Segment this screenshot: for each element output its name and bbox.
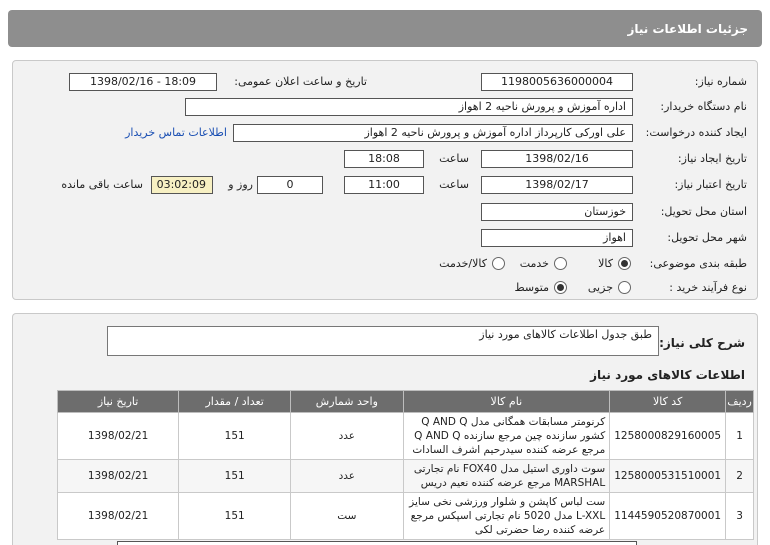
city-label: شهر محل تحویل: — [667, 231, 747, 244]
valid-time-field: 11:00 — [344, 176, 424, 194]
row-unit: ست — [291, 493, 403, 540]
row-name: ست لباس کاپشن و شلوار ورزشی نخی سایز L-XXL مدل 5020 نام تجارتی اسپکس مرجع عرضه کننده رضا حضرتی لکی — [403, 493, 610, 540]
row-date: 1398/02/21 — [58, 493, 179, 540]
row-unit: عدد — [291, 460, 403, 493]
row-code: 1144590520870001 — [610, 493, 726, 540]
row-unit: عدد — [291, 413, 403, 460]
table-row[interactable] — [58, 413, 754, 460]
goods-table — [57, 390, 754, 540]
created-time-field: 18:08 — [344, 150, 424, 168]
city-field: اهواز — [481, 229, 633, 247]
col-unit: واحد شمارش — [291, 391, 403, 413]
remaining-time-field: 03:02:09 — [151, 176, 213, 194]
col-date: تاریخ نیاز — [58, 391, 179, 413]
row-qty: 151 — [179, 460, 291, 493]
need-number-label: شماره نیاز: — [694, 75, 747, 88]
valid-time-label: ساعت — [439, 178, 469, 191]
goods-panel — [12, 313, 758, 545]
category-option-goods: کالا — [598, 257, 613, 270]
category-option-service: خدمت — [519, 257, 549, 270]
description-field: طبق جدول اطلاعات کالاهای مورد نیاز — [107, 326, 659, 356]
need-info-panel — [12, 60, 758, 300]
category-option-goods-service: کالا/خدمت — [439, 257, 487, 270]
row-name: سوت داوری استیل مدل FOX40 نام تجارتی MARSHAL مرجع عرضه کننده نعیم دریس — [403, 460, 610, 493]
announce-field: 1398/02/16 - 18:09 — [69, 73, 217, 91]
need-number-field: 1198005636000004 — [481, 73, 633, 91]
row-date: 1398/02/21 — [58, 460, 179, 493]
buyer-contact-link[interactable]: اطلاعات تماس خریدار — [125, 126, 227, 139]
province-label: استان محل تحویل: — [660, 205, 747, 218]
created-date-label: تاریخ ایجاد نیاز: — [677, 152, 747, 165]
buyer-field: اداره آموزش و پرورش ناحیه 2 اهواز — [185, 98, 633, 116]
category-label: طبقه بندی موضوعی: — [649, 257, 747, 270]
creator-field: علی اورکی کارپرداز اداره آموزش و پرورش ناحیه 2 اهواز — [233, 124, 633, 142]
province-field: خوزستان — [481, 203, 633, 221]
process-label: نوع فرآیند خرید : — [669, 281, 747, 294]
creator-label: ایجاد کننده درخواست: — [645, 126, 747, 139]
category-radio-service[interactable] — [554, 257, 567, 270]
buyer-label: نام دستگاه خریدار: — [660, 100, 747, 113]
table-row[interactable] — [58, 460, 754, 493]
category-radio-goods-service[interactable] — [492, 257, 505, 270]
valid-date-field: 1398/02/17 — [481, 176, 633, 194]
announce-label: تاریخ و ساعت اعلان عمومی: — [234, 75, 367, 88]
description-label: شرح کلی نیاز: — [659, 336, 745, 350]
page-header — [8, 10, 762, 47]
process-radio-minor[interactable] — [618, 281, 631, 294]
table-row[interactable] — [58, 493, 754, 540]
process-option-minor: جزیی — [587, 281, 613, 294]
row-code: 1258000829160005 — [610, 413, 726, 460]
process-option-medium: متوسط — [514, 281, 549, 294]
row-index: 1 — [726, 413, 754, 460]
row-code: 1258000531510001 — [610, 460, 726, 493]
row-name: کرنومتر مسابقات همگانی مدل Q AND Q کشور سازنده چین مرجع سازنده Q AND Q مرجع عرضه کننده سیدرحیم اشرف السادات — [403, 413, 610, 460]
col-qty: تعداد / مقدار — [179, 391, 291, 413]
col-name: نام کالا — [403, 391, 610, 413]
created-date-field: 1398/02/16 — [481, 150, 633, 168]
created-time-label: ساعت — [439, 152, 469, 165]
col-index: ردیف — [726, 391, 754, 413]
row-date: 1398/02/21 — [58, 413, 179, 460]
row-qty: 151 — [179, 413, 291, 460]
goods-table-title: اطلاعات کالاهای مورد نیاز — [590, 368, 745, 382]
days-label: روز و — [228, 178, 253, 191]
row-qty: 151 — [179, 493, 291, 540]
valid-date-label: تاریخ اعتبار نیاز: — [674, 178, 747, 191]
col-code: کد کالا — [610, 391, 726, 413]
page-title: جزئیات اطلاعات نیاز — [627, 22, 748, 36]
category-radio-goods[interactable] — [618, 257, 631, 270]
row-index: 2 — [726, 460, 754, 493]
next-section-box — [117, 541, 637, 545]
goods-table-header — [58, 391, 754, 413]
remaining-days-field: 0 — [257, 176, 323, 194]
remaining-label: ساعت باقی مانده — [61, 178, 143, 191]
process-radio-medium[interactable] — [554, 281, 567, 294]
row-index: 3 — [726, 493, 754, 540]
